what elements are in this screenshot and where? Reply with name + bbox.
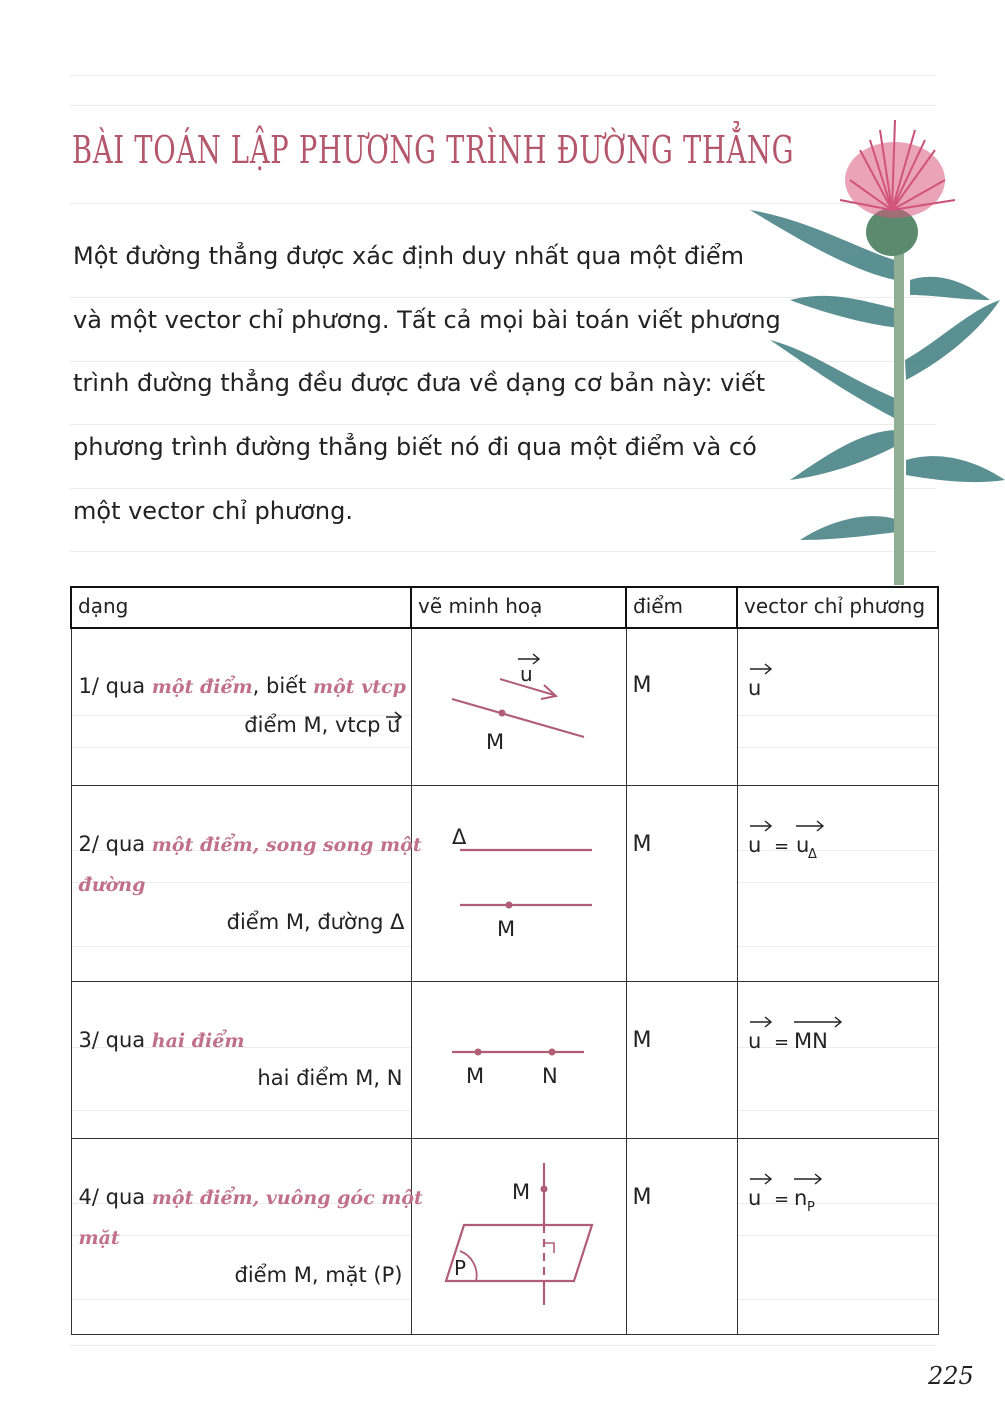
illustration-cell — [411, 628, 626, 786]
two-points-line-figure — [412, 982, 626, 1134]
figure-label-delta: Δ — [451, 825, 466, 849]
page-title: BÀI TOÁN LẬP PHƯƠNG TRÌNH ĐƯỜNG THẲNG — [72, 128, 795, 172]
vector-cell — [737, 982, 938, 1139]
vector-formula — [744, 1008, 934, 1068]
table-row — [71, 628, 938, 786]
figure-label-m: M — [511, 1180, 530, 1204]
point-cell: M — [626, 982, 737, 1139]
svg-text:Δ: Δ — [807, 847, 817, 862]
vector-formula — [744, 655, 924, 715]
ruled-line — [70, 75, 936, 76]
vector-cell — [737, 786, 938, 982]
case-description: 1/ qua một điểm, biết một vtcp — [78, 674, 406, 698]
figure-label-p: P — [453, 1256, 466, 1280]
vector-formula — [744, 1165, 934, 1225]
table-row — [71, 982, 938, 1139]
header-direction-vector: vector chỉ phương — [737, 587, 938, 628]
point-cell: M — [626, 786, 737, 982]
case-givens: điểm M, mặt (P) — [234, 1263, 403, 1287]
figure-label-m: M — [485, 730, 504, 754]
svg-text:n: n — [793, 1186, 807, 1210]
case-cell — [71, 628, 411, 786]
figure-label-m: M — [465, 1064, 484, 1088]
illustration-cell — [411, 1139, 626, 1335]
svg-text:u: u — [747, 676, 761, 700]
case-givens: hai điểm M, N — [257, 1066, 403, 1090]
point-cell: M — [626, 1139, 737, 1335]
illustration-cell — [411, 786, 626, 982]
figure-label-u: u — [519, 662, 533, 686]
case-cell — [71, 786, 422, 982]
svg-text:MN: MN — [793, 1029, 828, 1053]
case-description: 2/ qua một điểm, song song một — [78, 832, 422, 856]
table-header-row — [71, 587, 938, 628]
vector-cell — [737, 628, 938, 786]
line-through-point-with-vector-figure — [412, 629, 626, 781]
svg-text:=: = — [773, 1189, 789, 1210]
svg-text:=: = — [773, 836, 789, 857]
header-point: điểm — [626, 587, 737, 628]
svg-text:u: u — [747, 1186, 761, 1210]
case-cell — [71, 1139, 423, 1335]
case-givens: điểm M, vtcp u — [244, 713, 401, 737]
thistle-flower-illustration — [730, 100, 1005, 585]
case-description-cont: đường — [78, 874, 146, 896]
case-description: 3/ qua hai điểm — [78, 1028, 245, 1052]
svg-text:P: P — [806, 1200, 815, 1215]
parallel-lines-figure — [412, 786, 626, 977]
ruled-line — [70, 1345, 936, 1346]
intro-line: và một vector chỉ phương. Tất cả mọi bài toán viết phương — [73, 306, 781, 334]
figure-label-n: N — [541, 1064, 558, 1088]
case-cell — [71, 982, 411, 1139]
intro-line: phương trình đường thẳng biết nó đi qua một điểm và có — [73, 433, 757, 461]
case-description: 4/ qua một điểm, vuông góc một — [78, 1185, 423, 1209]
point-cell: M — [626, 628, 737, 786]
intro-line: một vector chỉ phương. — [73, 497, 353, 525]
case-givens: điểm M, đường Δ — [226, 910, 405, 934]
header-form: dạng — [71, 587, 411, 628]
figure-label-m: M — [496, 917, 515, 941]
illustration-cell — [411, 982, 626, 1139]
svg-text:u: u — [795, 833, 809, 857]
table-row — [71, 1139, 938, 1335]
page-number: 225 — [928, 1362, 974, 1390]
svg-text:u: u — [747, 1029, 761, 1053]
intro-line: Một đường thẳng được xác định duy nhất qua một điểm — [73, 242, 745, 270]
intro-line: trình đường thẳng đều được đưa về dạng cơ bản này: viết — [73, 369, 766, 397]
svg-text:=: = — [773, 1032, 789, 1053]
header-illustration: vẽ minh hoạ — [411, 587, 626, 628]
cases-table — [70, 586, 939, 1335]
case-description-cont: mặt — [78, 1227, 120, 1249]
table-row — [71, 786, 938, 982]
vector-arrow-icon — [385, 709, 403, 725]
vector-formula — [744, 812, 934, 872]
perpendicular-to-plane-figure — [412, 1139, 626, 1330]
vector-cell — [737, 1139, 938, 1335]
svg-text:u: u — [747, 833, 761, 857]
